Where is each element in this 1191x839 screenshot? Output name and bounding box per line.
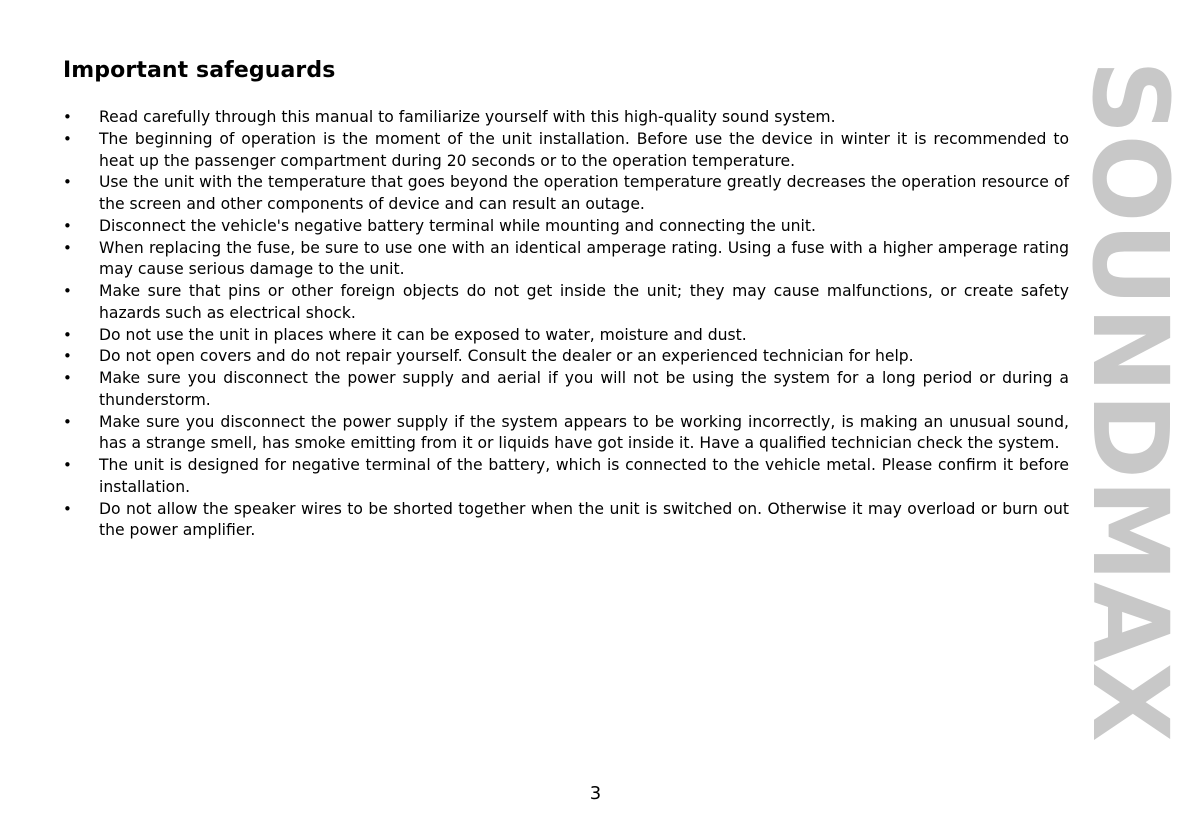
list-item-text: The beginning of operation is the moment of the unit installation. Before use the device in winter it is recommended to heat up the passenger compartment during 20 seconds or to the operation temperature. bbox=[99, 129, 1069, 170]
list-item-text: Disconnect the vehicle's negative battery terminal while mounting and connecting the unit. bbox=[99, 216, 816, 235]
bullet: • bbox=[63, 238, 72, 257]
list-item-text: Do not use the unit in places where it can be exposed to water, moisture and dust. bbox=[99, 325, 747, 344]
bullet: • bbox=[63, 456, 72, 474]
page-number: 3 bbox=[589, 783, 602, 804]
list-item bbox=[63, 238, 1069, 282]
list-item-text: Do not allow the speaker wires to be shorted together when the unit is switched on. Otherwise it may overload or burn out the power amplifier. bbox=[99, 499, 1069, 540]
list-item bbox=[63, 107, 1069, 129]
bullet: • bbox=[63, 173, 72, 192]
brand-text: SOUNDMAX bbox=[1069, 60, 1191, 746]
list-item bbox=[63, 368, 1069, 412]
list-item bbox=[63, 172, 1069, 216]
list-item bbox=[63, 325, 1069, 347]
list-item-text: Make sure you disconnect the power supply and aerial if you will not be using the system for a long period or during a thunderstorm. bbox=[99, 369, 1069, 409]
bullet: • bbox=[63, 216, 72, 235]
list-item bbox=[63, 281, 1069, 325]
bullet: • bbox=[63, 129, 72, 148]
list-item-text: Make sure that pins or other foreign objects do not get inside the unit; they may cause malfunctions, or create safety hazards such as electrical shock. bbox=[99, 282, 1069, 322]
list-item bbox=[63, 129, 1069, 173]
list-item bbox=[63, 412, 1069, 456]
list-item-text: The unit is designed for negative terminal of the battery, which is connected to the vehicle metal. Please confirm it before installation. bbox=[99, 456, 1069, 496]
list-item-text: Use the unit with the temperature that goes beyond the operation temperature greatly decreases the operation resource of the screen and other components of device and can result an outage. bbox=[99, 173, 1069, 213]
list-item-text: Make sure you disconnect the power supply if the system appears to be working incorrectly, is making an unusual sound, has a strange smell, has smoke emitting from it or liquids have got inside it. Have a qualified technician check the system. bbox=[99, 412, 1069, 453]
list-item bbox=[63, 455, 1069, 499]
list-item bbox=[63, 346, 1069, 368]
bullet: • bbox=[63, 499, 72, 518]
soundmax-brand-logo bbox=[1069, 60, 1191, 746]
list-item-text: Do not open covers and do not repair yourself. Consult the dealer or an experienced technician for help. bbox=[99, 347, 914, 366]
list-item-text: Read carefully through this manual to familiarize yourself with this high-quality sound system. bbox=[99, 108, 836, 126]
bullet: • bbox=[63, 108, 72, 126]
bullet: • bbox=[63, 347, 72, 366]
list-item-text: When replacing the fuse, be sure to use one with an identical amperage rating. Using a fuse with a higher amperage rating may cause serious damage to the unit. bbox=[99, 238, 1069, 279]
page-title: Important safeguards bbox=[63, 58, 336, 83]
bullet: • bbox=[63, 282, 72, 300]
bullet: • bbox=[63, 369, 72, 387]
bullet: • bbox=[63, 325, 72, 344]
bullet: • bbox=[63, 412, 72, 431]
safeguards-list bbox=[63, 107, 1069, 542]
list-item bbox=[63, 216, 1069, 238]
list-item bbox=[63, 499, 1069, 543]
